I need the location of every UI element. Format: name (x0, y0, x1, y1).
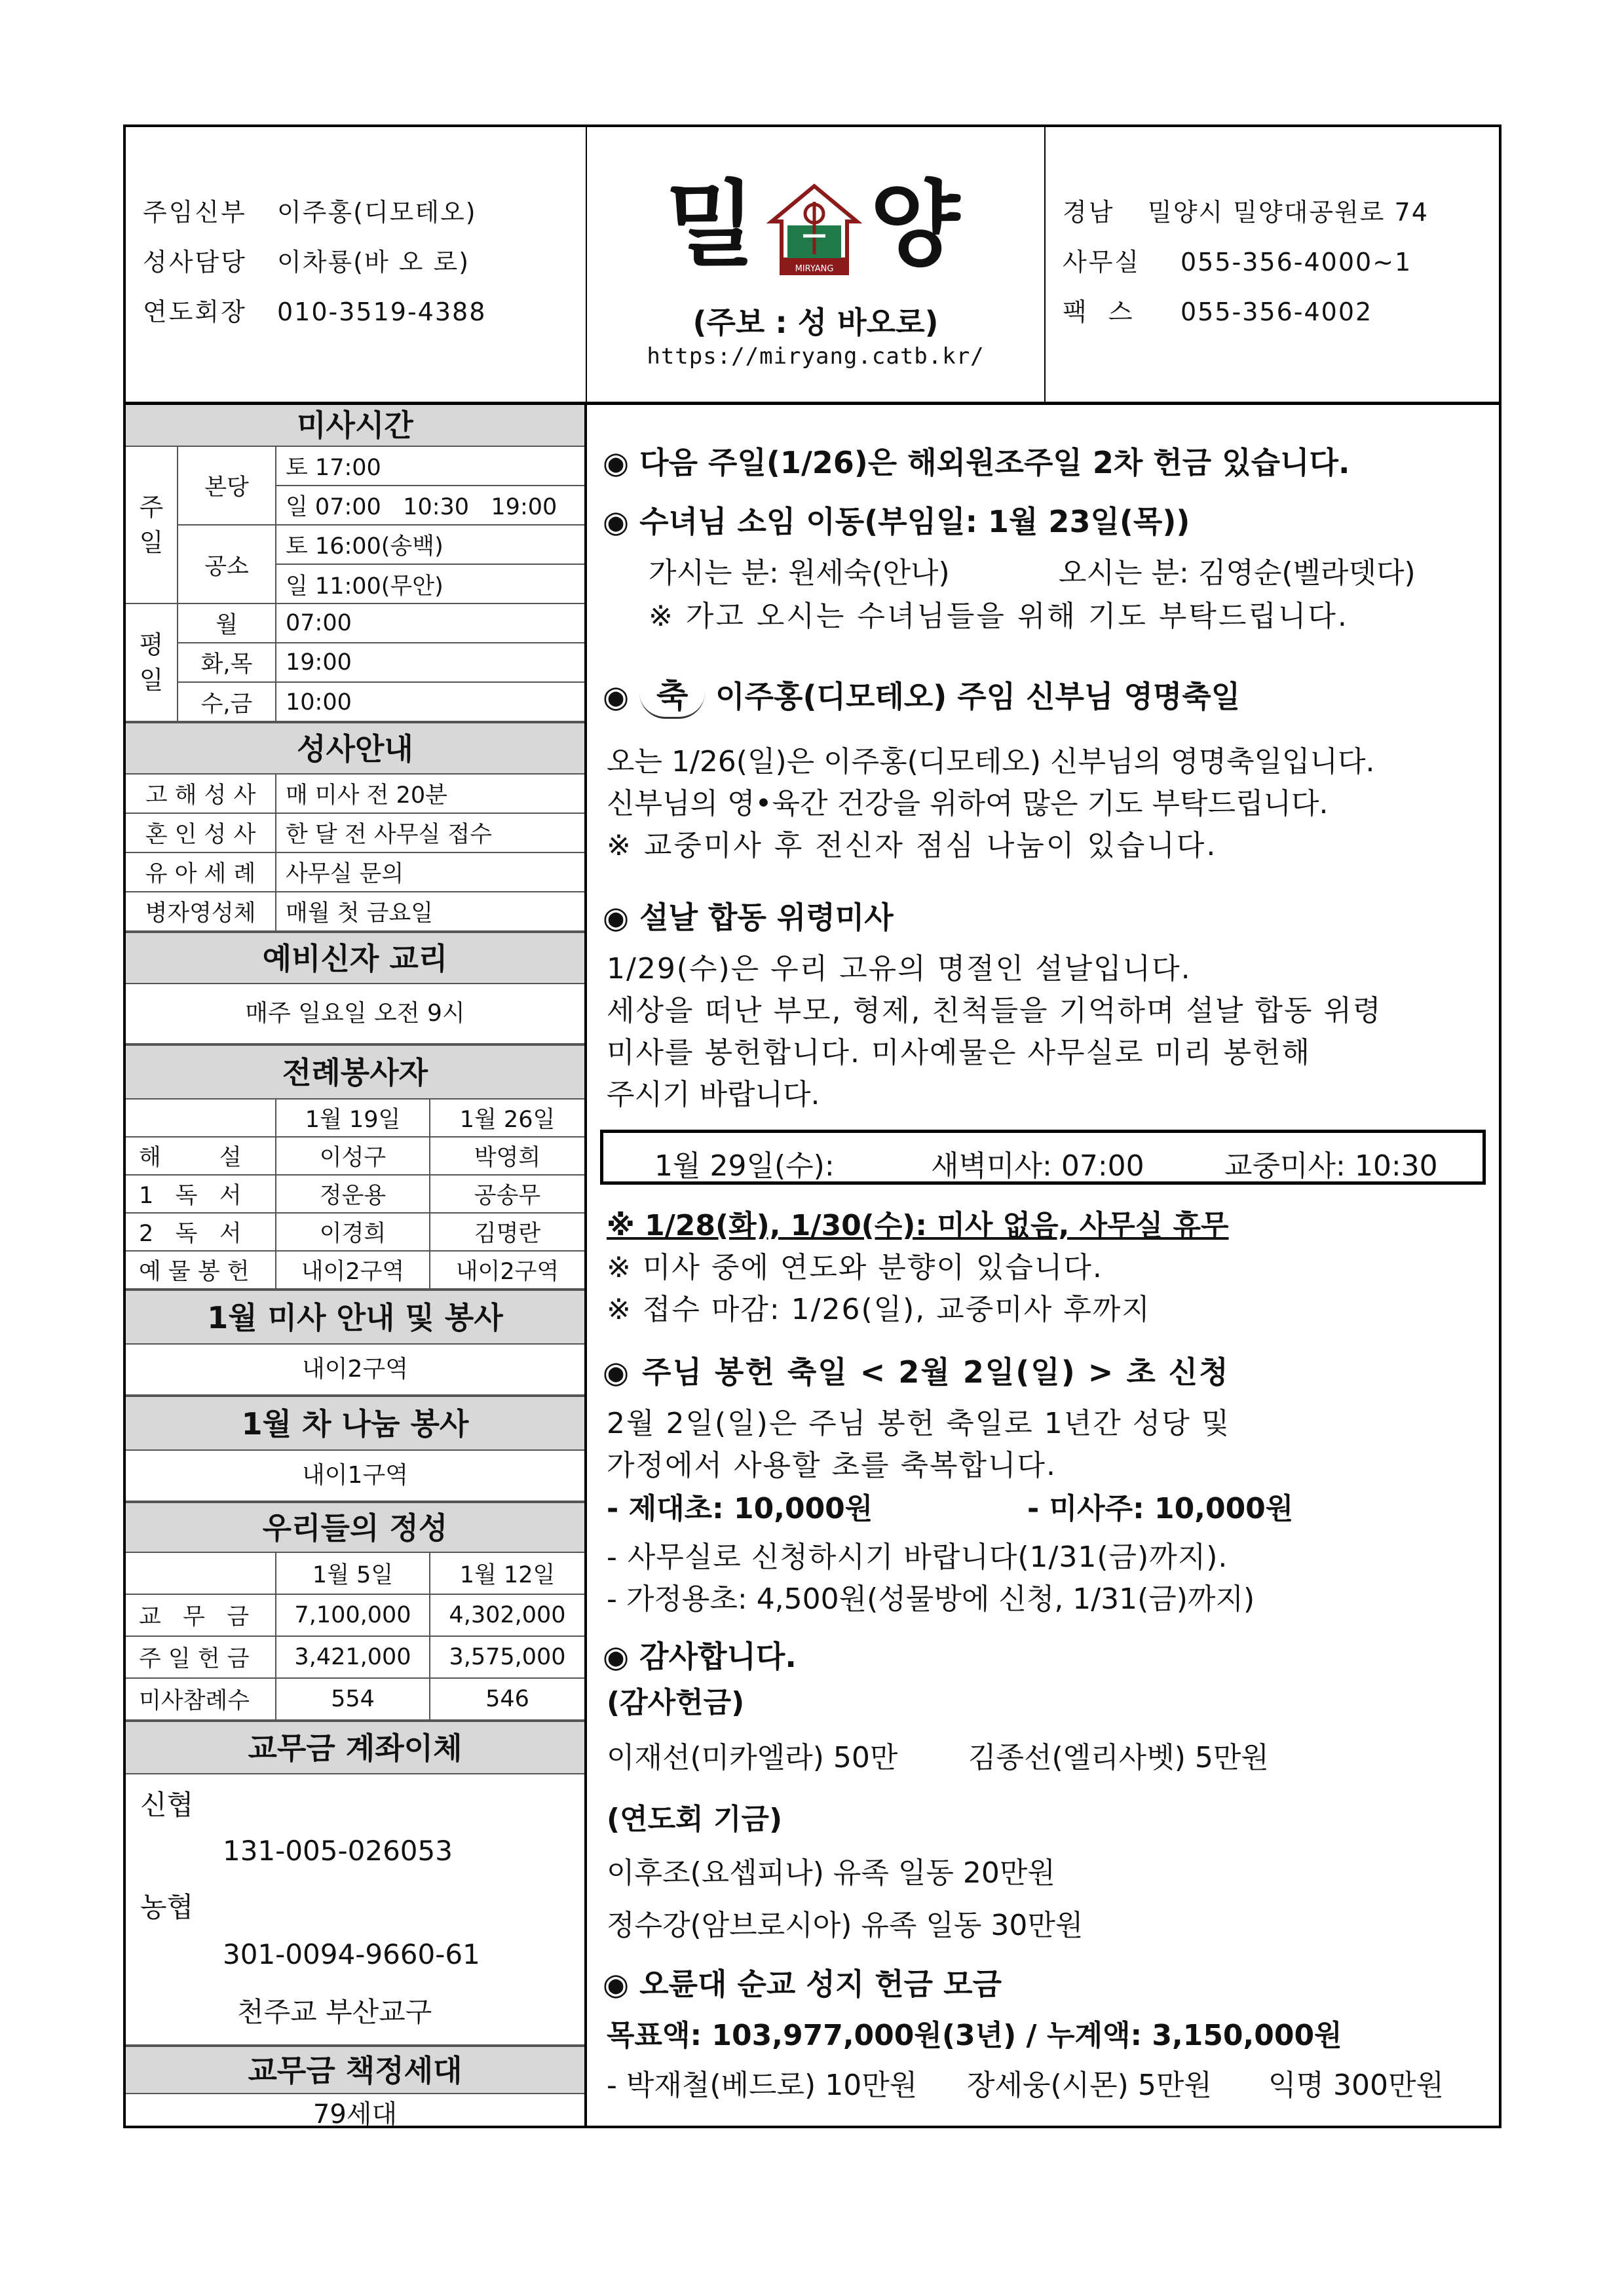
title-char-left: 밀 (666, 171, 756, 279)
tea-heading: 1월 차 나눔 봉사 (126, 1396, 584, 1451)
notices-column (587, 405, 1501, 2128)
mass-time: 일 07:00 10:30 19:00 (276, 486, 584, 526)
notice-line: - 사무실로 신청하시기 바랍니다(1/31(금)까지). (607, 1540, 1228, 1574)
notice-line: ※ 1/28(화), 1/30(수): 미사 없음, 사무실 휴무 (607, 1209, 1229, 1242)
offering-header-row: 1월 5일 1월 12일 (126, 1553, 584, 1595)
weekday-day: 화,목 (178, 643, 276, 683)
notice-bullet: ◉ (603, 679, 630, 714)
jan-mass-heading: 1월 미사 안내 및 봉사 (126, 1290, 584, 1345)
servers-row: 2 독 서 이경희 김명란 (126, 1214, 584, 1252)
offering-row: 미사참례수 554 546 (126, 1679, 584, 1721)
households-heading: 교무금 책정세대 (126, 2046, 584, 2094)
notice-line: - 박재철(베드로) 10만원 (607, 2069, 918, 2102)
mass-time: 토 17:00 (276, 447, 584, 486)
title-char-right: 양 (870, 171, 960, 279)
header-contact-line: 팩 스 055-356-4002 (1063, 297, 1373, 326)
notice-subheading: (연도회 기금) (607, 1803, 783, 1836)
notice-line: 오시는 분: 김영순(벨라뎃다) (1059, 556, 1416, 590)
header-contact-line: 사무실 055-356-4000~1 (1063, 248, 1412, 277)
notice-line: 이후조(요셉피나) 유족 일동 20만원 (607, 1856, 1055, 1890)
weekday-day: 수,금 (178, 683, 276, 722)
bondang-label: 본당 (178, 447, 276, 526)
header-info-line: 성사담당 이차룡(바 오 로) (143, 248, 470, 277)
bulletin-header (126, 127, 1499, 405)
notice-line: - 가정용초: 4,500원(성물방에 신청, 1/31(금)까지) (607, 1582, 1255, 1616)
notice-line: 세상을 떠난 부모, 형제, 친척들을 기억하며 설날 합동 위령 (607, 994, 1382, 1027)
sacrament-row: 유 아 세 례 사무실 문의 (126, 853, 584, 892)
households-text: 79세대 (312, 2099, 398, 2130)
servers-row: 해 설 이성구 박영희 (126, 1138, 584, 1176)
bank-name: 신협 (140, 1789, 194, 1821)
notice-heading: ◉ 주님 봉헌 축일 < 2월 2일(일) > 초 신청 (603, 1354, 1230, 1390)
parish-emblem-icon (765, 182, 863, 280)
account-number: 301-0094-9660-61 (223, 1938, 480, 1970)
header-right (1046, 127, 1501, 402)
sunday-label: 주 일 (139, 493, 164, 557)
sunday-mass-block (126, 447, 584, 604)
offering-row: 주 일 헌 금 3,421,000 3,575,000 (126, 1637, 584, 1679)
header-info-line: 주임신부 이주홍(디모테오) (143, 198, 477, 227)
notice-line: 익명 300만원 (1268, 2069, 1444, 2102)
sacrament-row: 고 해 성 사 매 미사 전 20분 (126, 775, 584, 814)
offering-row: 교 무 금 7,100,000 4,302,000 (126, 1595, 584, 1637)
notice-line: 가정에서 사용할 초를 축복합니다. (607, 1449, 1057, 1482)
sacrament-heading: 성사안내 (126, 722, 584, 775)
servers-header-row: 1월 19일 1월 26일 (126, 1100, 584, 1138)
account-block (126, 1774, 584, 2046)
servers-heading: 전례봉사자 (126, 1044, 584, 1100)
mass-time: 일 11:00(무안) (286, 573, 444, 600)
notice-line: ※ 교중미사 후 전신자 점심 나눔이 있습니다. (607, 829, 1218, 862)
sacrament-row: 혼 인 성 사 한 달 전 사무실 접수 (126, 814, 584, 853)
servers-row: 1 독 서 정운용 공송무 (126, 1176, 584, 1214)
catechumen-text: 매주 일요일 오전 9시 (126, 984, 584, 1044)
notice-heading: ◉ 축 이주홍(디모테오) 주임 신부님 영명축일 (603, 670, 1240, 719)
catechumen-heading: 예비신자 교리 (126, 932, 584, 984)
notice-line: 미사를 봉헌합니다. 미사예물은 사무실로 미리 봉헌해 (607, 1036, 1312, 1069)
sidebar (126, 405, 587, 2128)
feast-badge-icon: 축 (639, 670, 705, 719)
weekday-time: 19:00 (276, 643, 584, 683)
notice-line: ※ 접수 마감: 1/26(일), 교중미사 후까지 (607, 1293, 1151, 1326)
account-number: 131-005-026053 (223, 1835, 453, 1867)
servers-row: 예 물 봉 헌 내이2구역 내이2구역 (126, 1252, 584, 1290)
header-contact-line: 경남 밀양시 밀양대공원로 74 (1063, 198, 1429, 227)
mass-time: 토 16:00(송백) (276, 526, 584, 565)
offering-heading: 우리들의 정성 (126, 1502, 584, 1553)
svg-text:MIRYANG: MIRYANG (795, 264, 834, 274)
notice-line: 김종선(엘리사벳) 5만원 (968, 1741, 1269, 1774)
jan-mass-text: 내이2구역 (126, 1345, 584, 1396)
notice-line: 정수강(암브로시아) 유족 일동 30만원 (607, 1909, 1084, 1942)
notice-line: - 제대초: 10,000원 (607, 1492, 873, 1525)
notice-line: 2월 2일(일)은 주님 봉헌 축일로 1년간 성당 및 (607, 1407, 1231, 1440)
notice-line: 장세웅(시몬) 5만원 (967, 2069, 1212, 2102)
notice-line: ※ 미사 중에 연도와 분향이 있습니다. (607, 1251, 1103, 1284)
notice-heading: ◉ 설날 합동 위령미사 (603, 900, 894, 935)
account-heading: 교무금 계좌이체 (126, 1721, 584, 1774)
notice-line: 주시기 바랍니다. (607, 1078, 820, 1111)
tea-text: 내이1구역 (126, 1451, 584, 1502)
header-center (587, 127, 1046, 402)
bank-name: 농협 (140, 1891, 194, 1923)
gongso-label: 공소 (178, 526, 276, 604)
notice-heading: ◉ 감사합니다. (603, 1639, 797, 1674)
account-holder: 천주교 부산교구 (237, 1996, 432, 2028)
mass-times-heading: 미사시간 (126, 405, 584, 447)
new-year-mass-schedule: 1월 29일(수): 새벽미사: 07:00 교중미사: 10:30 (600, 1130, 1486, 1185)
header-info-line: 연도회장 010-3519-4388 (143, 297, 487, 326)
notice-line: 오는 1/26(일)은 이주홍(디모테오) 신부님의 영명축일입니다. (607, 745, 1375, 778)
weekday-mass-block (126, 604, 584, 722)
parish-url-link[interactable]: https://miryang.catb.kr/ (647, 343, 985, 370)
notice-line: 신부님의 영•육간 건강을 위하여 많은 기도 부탁드립니다. (607, 787, 1329, 820)
notice-line: 가시는 분: 원세숙(안나) (649, 556, 950, 590)
header-left (126, 127, 587, 402)
bulletin-subtitle: (주보 : 성 바오로) (692, 305, 939, 340)
weekday-day: 월 (178, 604, 276, 643)
notice-line: ※ 가고 오시는 수녀님들을 위해 기도 부탁드립니다. (649, 600, 1349, 633)
notice-line: 목표액: 103,977,000원(3년) / 누계액: 3,150,000원 (607, 2019, 1342, 2052)
weekday-time: 10:00 (286, 689, 352, 716)
weekday-time: 07:00 (276, 604, 584, 643)
notice-subheading: (감사헌금) (607, 1686, 745, 1719)
weekday-label: 평 일 (139, 630, 164, 695)
notice-line: - 미사주: 10,000원 (1027, 1492, 1294, 1525)
sacrament-row: 병자영성체 매월 첫 금요일 (126, 892, 584, 932)
notice-line: 1/29(수)은 우리 고유의 명절인 설날입니다. (607, 952, 1192, 985)
notice-heading: ◉ 수녀님 소임 이동(부임일: 1월 23일(목)) (603, 504, 1190, 539)
notice-heading: ◉ 다음 주일(1/26)은 해외원조주일 2차 헌금 있습니다. (603, 445, 1350, 480)
bulletin-frame (123, 124, 1501, 2128)
notice-heading: ◉ 오륜대 순교 성지 헌금 모금 (603, 1966, 1002, 2002)
notice-line: 이재선(미카엘라) 50만 (607, 1741, 898, 1774)
